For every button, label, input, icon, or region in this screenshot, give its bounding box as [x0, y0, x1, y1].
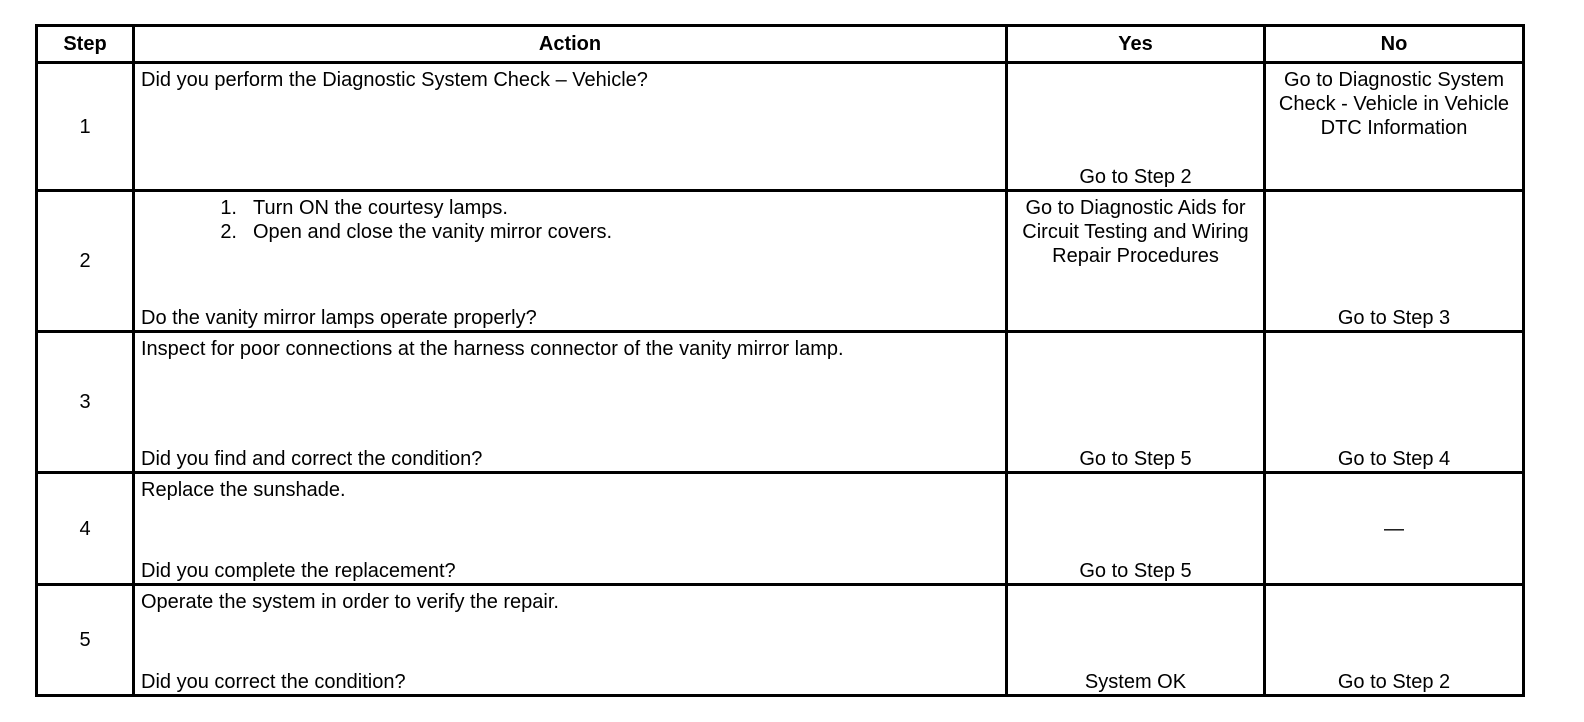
action-text: Replace the sunshade.	[141, 479, 346, 501]
step-number: 5	[37, 585, 134, 696]
yes-cell: Go to Step 5	[1007, 332, 1265, 473]
list-item	[189, 220, 999, 244]
no-cell: Go to Diagnostic System Check - Vehicle in Vehicle DTC Information	[1265, 63, 1524, 191]
header-yes: Yes	[1007, 26, 1265, 63]
action-cell	[134, 585, 1007, 696]
header-step: Step	[37, 26, 134, 63]
list-item-number: 1.	[220, 197, 237, 219]
action-question: Did you complete the replacement?	[141, 560, 456, 582]
header-no: No	[1265, 26, 1524, 63]
step-number: 2	[37, 191, 134, 332]
action-question: Did you correct the condition?	[141, 671, 406, 693]
action-text: Inspect for poor connections at the harness connector of the vanity mirror lamp.	[141, 338, 844, 360]
action-text: Operate the system in order to verify the repair.	[141, 591, 559, 613]
yes-cell: System OK	[1007, 585, 1265, 696]
table-row	[37, 191, 1524, 332]
action-steps-list	[141, 196, 999, 244]
list-item-text: Open and close the vanity mirror covers.	[253, 221, 613, 243]
action-cell	[134, 63, 1007, 191]
action-question: Do the vanity mirror lamps operate properly?	[141, 307, 537, 329]
no-cell: Go to Step 4	[1265, 332, 1524, 473]
no-cell: Go to Step 3	[1265, 191, 1524, 332]
header-action: Action	[134, 26, 1007, 63]
step-number: 3	[37, 332, 134, 473]
action-question: Did you find and correct the condition?	[141, 448, 483, 470]
step-number: 1	[37, 63, 134, 191]
list-item-number: 2.	[220, 221, 237, 243]
step-number: 4	[37, 473, 134, 585]
table-row	[37, 63, 1524, 191]
table-row	[37, 473, 1524, 585]
table-row	[37, 585, 1524, 696]
yes-cell: Go to Diagnostic Aids for Circuit Testing and Wiring Repair Procedures	[1007, 191, 1265, 332]
list-item	[189, 196, 999, 220]
no-cell: Go to Step 2	[1265, 585, 1524, 696]
action-cell	[134, 473, 1007, 585]
table-row	[37, 332, 1524, 473]
diagnostic-table	[35, 24, 1525, 697]
no-cell: —	[1265, 473, 1524, 585]
table-header-row	[37, 26, 1524, 63]
yes-cell: Go to Step 5	[1007, 473, 1265, 585]
action-text: Did you perform the Diagnostic System Check – Vehicle?	[141, 69, 648, 91]
action-cell	[134, 332, 1007, 473]
yes-cell: Go to Step 2	[1007, 63, 1265, 191]
action-cell	[134, 191, 1007, 332]
list-item-text: Turn ON the courtesy lamps.	[253, 197, 508, 219]
